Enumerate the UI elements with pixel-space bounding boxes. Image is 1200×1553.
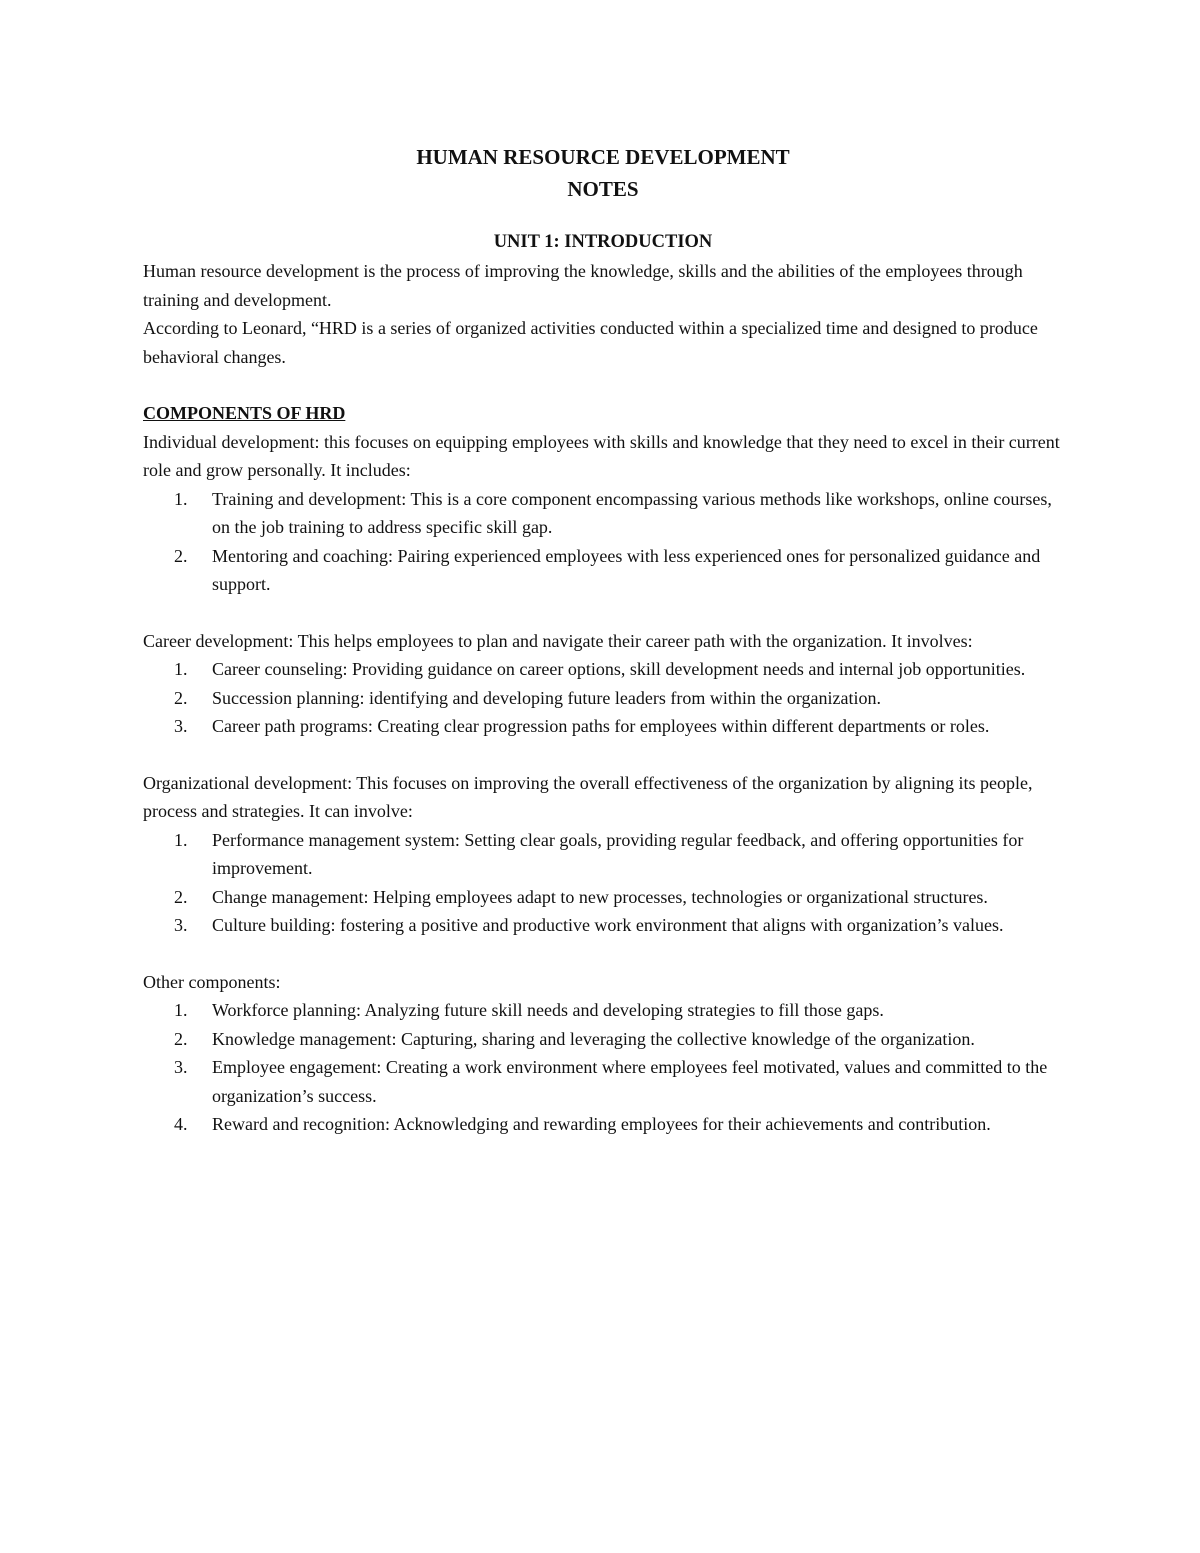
list-number: 4.	[174, 1114, 188, 1134]
list-item-text: Career counseling: Providing guidance on career options, skill development needs and internal job opportunities.	[212, 659, 1026, 679]
other-components-list	[143, 996, 1063, 1139]
list-number: 2.	[174, 1028, 188, 1049]
intro-paragraph-2: According to Leonard, “HRD is a series of organized activities conducted within a specialized time and designed to produce behavioral changes.	[143, 318, 1038, 367]
spacer	[143, 940, 1063, 968]
list-item	[143, 826, 1063, 883]
individual-development-intro: Individual development: this focuses on equipping employees with skills and knowledge that they need to excel in their current role and grow personally. It includes:	[143, 431, 1060, 480]
list-item	[143, 684, 1063, 713]
spacer	[143, 599, 1063, 627]
list-item-text: Reward and recognition: Acknowledging and rewarding employees for their achievements and contribution.	[212, 1114, 991, 1134]
list-number: 2.	[174, 886, 188, 907]
list-number: 2.	[174, 545, 188, 566]
list-number: 3.	[174, 1057, 188, 1077]
career-development-intro: Career development: This helps employees to plan and navigate their career path with the organization. It involves:	[143, 630, 973, 651]
unit-heading: UNIT 1: INTRODUCTION	[493, 232, 713, 252]
list-item	[143, 996, 1063, 1025]
individual-development-list	[143, 485, 1063, 599]
list-number: 3.	[174, 915, 188, 935]
list-number: 3.	[174, 716, 188, 736]
list-item-text: Succession planning: identifying and developing future leaders from within the organization.	[212, 687, 882, 708]
list-item-text: Change management: Helping employees adapt to new processes, technologies or organizational structures.	[212, 886, 988, 907]
list-item-text: Culture building: fostering a positive and productive work environment that aligns with organization’s values.	[212, 915, 1004, 935]
list-item-text: Career path programs: Creating clear progression paths for employees within different departments or roles.	[212, 716, 990, 736]
list-item	[143, 655, 1063, 684]
document-subtitle: NOTES	[567, 177, 639, 201]
list-item-text: Knowledge management: Capturing, sharing and leveraging the collective knowledge of the organization.	[212, 1028, 975, 1049]
organizational-development-list	[143, 826, 1063, 940]
list-item	[143, 712, 1063, 741]
list-item-text: Performance management system: Setting clear goals, providing regular feedback, and offering opportunities for improvement.	[212, 829, 1024, 878]
list-item	[143, 1025, 1063, 1054]
document-title: HUMAN RESOURCE DEVELOPMENT	[416, 145, 790, 169]
document-page	[143, 0, 1063, 1139]
spacer	[143, 741, 1063, 769]
list-item	[143, 1110, 1063, 1139]
list-item-text: Training and development: This is a core component encompassing various methods like workshops, online courses, on the job training to address specific skill gap.	[212, 488, 1052, 537]
other-components-intro: Other components:	[143, 971, 281, 992]
components-heading: COMPONENTS OF HRD	[143, 403, 346, 423]
list-item	[143, 542, 1063, 599]
list-number: 1.	[174, 659, 188, 679]
organizational-development-intro: Organizational development: This focuses on improving the overall effectiveness of the organization by aligning its people, process and strategies. It can involve:	[143, 772, 1033, 821]
list-item	[143, 1053, 1063, 1110]
list-item	[143, 883, 1063, 912]
list-number: 2.	[174, 687, 188, 708]
list-number: 1.	[174, 488, 188, 509]
list-item-text: Mentoring and coaching: Pairing experienced employees with less experienced ones for personalized guidance and support.	[212, 545, 1041, 594]
list-item	[143, 485, 1063, 542]
career-development-list	[143, 655, 1063, 741]
list-item-text: Employee engagement: Creating a work environment where employees feel motivated, values and committed to the organization’s success.	[212, 1057, 1048, 1106]
list-number: 1.	[174, 829, 188, 850]
list-item-text: Workforce planning: Analyzing future skill needs and developing strategies to fill those gaps.	[212, 1000, 884, 1020]
intro-paragraph-1: Human resource development is the process of improving the knowledge, skills and the abilities of the employees through training and development.	[143, 261, 1023, 310]
list-item	[143, 911, 1063, 940]
title-block	[143, 141, 1063, 205]
list-number: 1.	[174, 1000, 188, 1020]
